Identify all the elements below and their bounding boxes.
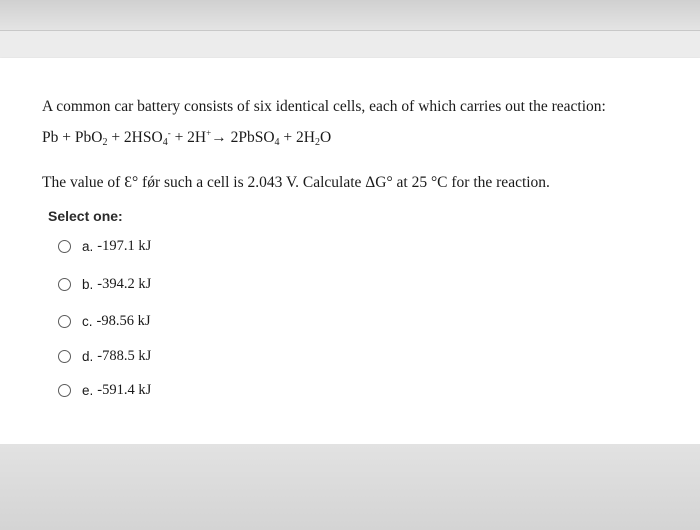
question-prompt: The value of Ɛ° fǿr such a cell is 2.043 V. Calculate ΔG° at 25 °C for the reaction. bbox=[42, 174, 550, 191]
reaction-equation: $Pb + PbO_2 + 2HSO_4^- + 2H^+\to$ 2PbSO$_4$ + $2H_2O$ bbox=[42, 128, 332, 148]
upper-background-band bbox=[0, 30, 700, 59]
option-letter: d. bbox=[82, 349, 94, 364]
option-c[interactable] bbox=[58, 313, 151, 330]
top-background-strip bbox=[0, 0, 700, 30]
question-text bbox=[42, 94, 682, 196]
radio-button-icon[interactable] bbox=[58, 350, 71, 363]
option-letter: b. bbox=[82, 277, 94, 292]
option-letter: c. bbox=[82, 314, 93, 329]
option-value: -98.56 kJ bbox=[96, 313, 151, 329]
radio-button-icon[interactable] bbox=[58, 315, 71, 328]
option-letter: a. bbox=[82, 239, 94, 254]
radio-button-icon[interactable] bbox=[58, 240, 71, 253]
question-intro: A common car battery consists of six identical cells, each of which carries out the reaction: bbox=[42, 98, 606, 115]
option-e[interactable] bbox=[58, 382, 151, 399]
option-value: -788.5 kJ bbox=[97, 348, 152, 364]
option-d[interactable] bbox=[58, 348, 151, 365]
question-card bbox=[0, 58, 700, 444]
option-b[interactable] bbox=[58, 276, 151, 293]
radio-button-icon[interactable] bbox=[58, 278, 71, 291]
option-value: -197.1 kJ bbox=[97, 238, 152, 254]
option-value: -591.4 kJ bbox=[97, 382, 152, 398]
select-one-label: Select one: bbox=[48, 208, 123, 224]
bottom-background-band bbox=[0, 444, 700, 530]
option-value: -394.2 kJ bbox=[97, 276, 152, 292]
radio-button-icon[interactable] bbox=[58, 384, 71, 397]
option-letter: e. bbox=[82, 383, 94, 398]
option-a[interactable] bbox=[58, 238, 151, 255]
